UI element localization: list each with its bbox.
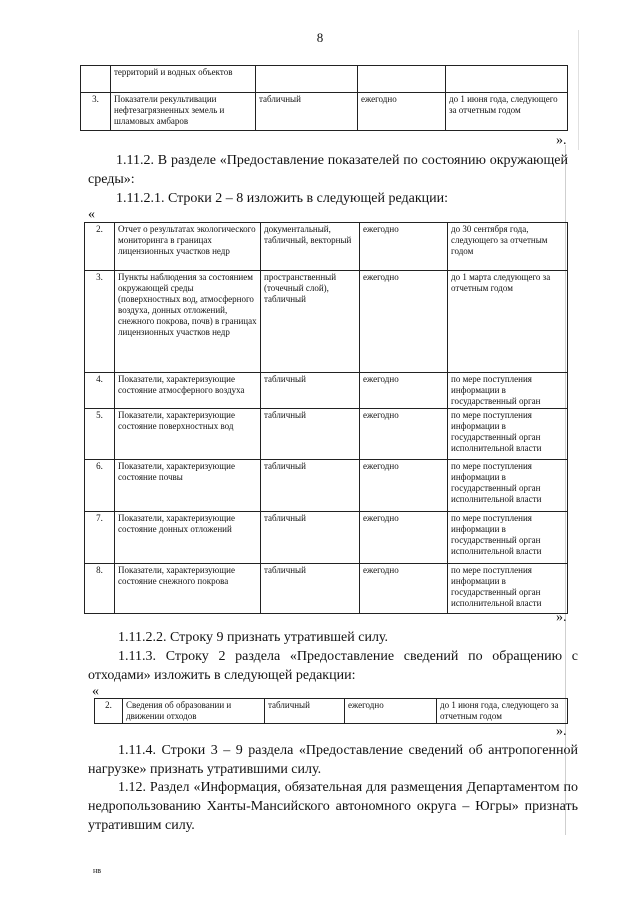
row-period xyxy=(358,66,446,93)
paragraph-1-12: 1.12. Раздел «Информация, обязательная для размещения Департаментом по недропользованию Ханты-Мансийского автономного округа – Югры» признать утратившим силу. xyxy=(88,780,578,833)
row-number: 5. xyxy=(85,409,115,460)
row-period: ежегодно xyxy=(358,93,446,131)
row-deadline: по мере поступления информации в государственный орган xyxy=(448,373,568,409)
table-row xyxy=(85,373,568,409)
row-deadline xyxy=(446,66,568,93)
closing-quote: ». xyxy=(556,724,567,739)
row-format: табличный xyxy=(265,699,345,724)
table-row xyxy=(85,512,568,564)
row-period: ежегодно xyxy=(360,271,448,373)
row-number: 2. xyxy=(85,223,115,271)
paragraph-1-11-2-1: 1.11.2.1. Строки 2 – 8 изложить в следующей редакции: xyxy=(116,191,448,206)
row-name: Отчет о результатах экологического мониторинга в границах лицензионных участков недр xyxy=(115,223,261,271)
table-row xyxy=(95,699,568,724)
row-period: ежегодно xyxy=(345,699,437,724)
row-format: табличный xyxy=(261,512,360,564)
row-deadline: до 1 июня года, следующего за отчетным годом xyxy=(446,93,568,131)
row-name: Показатели рекультивации нефтезагрязненных земель и шламовых амбаров xyxy=(111,93,256,131)
paragraph-1-11-2: 1.11.2. В разделе «Предоставление показателей по состоянию окружающей среды»: xyxy=(88,153,568,187)
footer-mark: нв xyxy=(93,866,102,875)
row-name: Сведения об образовании и движении отходов xyxy=(123,699,265,724)
row-number: 3. xyxy=(81,93,111,131)
table-row xyxy=(85,223,568,271)
row-period: ежегодно xyxy=(360,223,448,271)
row-format xyxy=(256,66,358,93)
row-number: 4. xyxy=(85,373,115,409)
closing-quote: ». xyxy=(556,133,567,148)
row-number: 3. xyxy=(85,271,115,373)
row-number: 2. xyxy=(95,699,123,724)
row-period: ежегодно xyxy=(360,460,448,512)
row-name: территорий и водных объектов xyxy=(111,66,256,93)
row-deadline: по мере поступления информации в государственный орган исполнительной власти xyxy=(448,564,568,614)
row-format: табличный xyxy=(261,409,360,460)
row-name: Показатели, характеризующие состояние поверхностных вод xyxy=(115,409,261,460)
row-period: ежегодно xyxy=(360,512,448,564)
row-period: ежегодно xyxy=(360,409,448,460)
page-number: 8 xyxy=(316,30,324,45)
row-number: 6. xyxy=(85,460,115,512)
row-deadline: по мере поступления информации в государственный орган исполнительной власти xyxy=(448,460,568,512)
row-period: ежегодно xyxy=(360,373,448,409)
paragraph-1-11-3: 1.11.3. Строку 2 раздела «Предоставление сведений по обращению с отходами» изложить в следующей редакции: xyxy=(88,649,578,683)
table-environment xyxy=(84,222,568,614)
row-name: Показатели, характеризующие состояние атмосферного воздуха xyxy=(115,373,261,409)
row-deadline: по мере поступления информации в государственный орган исполнительной власти xyxy=(448,409,568,460)
row-format: табличный xyxy=(261,460,360,512)
table-row xyxy=(85,460,568,512)
row-number xyxy=(81,66,111,93)
paragraph-1-11-2-2: 1.11.2.2. Строку 9 признать утратившей силу. xyxy=(118,630,389,645)
opening-quote: « xyxy=(92,684,99,699)
table-waste xyxy=(94,698,568,724)
row-deadline: до 30 сентября года, следующего за отчетным годом xyxy=(448,223,568,271)
row-name: Показатели, характеризующие состояние снежного покрова xyxy=(115,564,261,614)
row-deadline: по мере поступления информации в государственный орган исполнительной власти xyxy=(448,512,568,564)
row-number: 7. xyxy=(85,512,115,564)
table-row xyxy=(85,564,568,614)
row-period: ежегодно xyxy=(360,564,448,614)
table-row xyxy=(85,409,568,460)
table-row xyxy=(81,66,568,93)
opening-quote: « xyxy=(88,207,95,222)
closing-quote: ». xyxy=(556,610,567,625)
row-format: пространственный (точечный слой), табличный xyxy=(261,271,360,373)
row-format: табличный xyxy=(261,564,360,614)
row-name: Показатели, характеризующие состояние донных отложений xyxy=(115,512,261,564)
row-deadline: до 1 июня года, следующего за отчетным годом xyxy=(437,699,568,724)
table-row xyxy=(81,93,568,131)
row-format: табличный xyxy=(256,93,358,131)
row-number: 8. xyxy=(85,564,115,614)
table-continuation xyxy=(80,65,568,131)
row-name: Пункты наблюдения за состоянием окружающей среды (поверхностных вод, атмосферного воздуха, донных отложений, снежного покрова, почв) в границах лицензионных участков недр xyxy=(115,271,261,373)
row-format: табличный xyxy=(261,373,360,409)
row-deadline: до 1 марта следующего за отчетным годом xyxy=(448,271,568,373)
table-row xyxy=(85,271,568,373)
paragraph-1-11-4: 1.11.4. Строки 3 – 9 раздела «Предоставление сведений об антропогенной нагрузке» признать утратившими силу. xyxy=(88,743,578,777)
row-format: документальный, табличный, векторный xyxy=(261,223,360,271)
row-name: Показатели, характеризующие состояние почвы xyxy=(115,460,261,512)
scan-margin-line-top xyxy=(578,30,579,150)
